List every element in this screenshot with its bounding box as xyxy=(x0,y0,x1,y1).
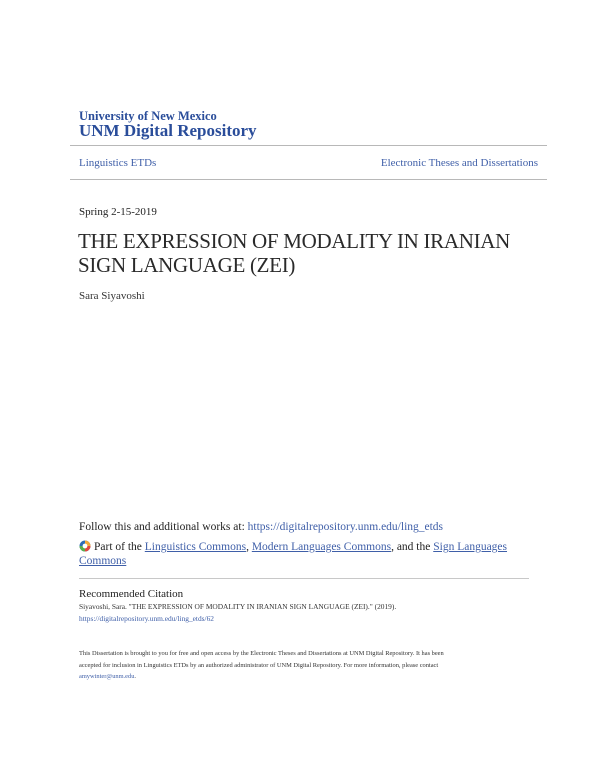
notice-suffix: . xyxy=(134,673,137,680)
notice-line-2: accepted for inclusion in Linguistics ETDs by an authorized administrator of UNM Digital Repository. For more information, please contact xyxy=(79,661,439,669)
notice-line-3 xyxy=(79,671,499,683)
citation-heading: Recommended Citation xyxy=(79,588,184,600)
follow-line xyxy=(79,521,443,533)
repository-name[interactable]: UNM Digital Repository xyxy=(79,121,257,140)
author-name: Sara Siyavoshi xyxy=(79,290,145,302)
access-notice xyxy=(79,648,499,683)
sign-languages-commons-link-continued[interactable]: Commons xyxy=(79,555,127,567)
part-of-line xyxy=(94,540,514,554)
follow-prefix: Follow this and additional works at: xyxy=(79,521,248,533)
part-of-sep2: , and the xyxy=(391,541,434,553)
modern-languages-commons-link[interactable]: Modern Languages Commons xyxy=(251,541,392,553)
citation-text: Siyavoshi, Sara. "THE EXPRESSION OF MODALITY IN IRANIAN SIGN LANGUAGE (ZEI)." (2019). xyxy=(79,602,397,611)
sign-languages-commons-link[interactable]: Sign Languages xyxy=(433,541,508,553)
network-commons-icon xyxy=(79,540,91,552)
follow-url-link[interactable]: https://digitalrepository.unm.edu/ling_etds xyxy=(247,521,444,533)
linguistics-commons-link[interactable]: Linguistics Commons xyxy=(144,541,247,553)
institution-name[interactable]: University of New Mexico xyxy=(79,109,217,123)
publication-date: Spring 2-15-2019 xyxy=(79,206,157,218)
notice-line-1: This Dissertation is brought to you for free and open access by the Electronic Theses and Dissertations at UNM Digital Repository. It has been xyxy=(79,650,444,657)
linguistics-etds-link[interactable]: Linguistics ETDs xyxy=(79,157,157,169)
part-of-prefix: Part of the xyxy=(94,541,145,553)
citation-divider xyxy=(79,578,529,579)
part-of-line-continued xyxy=(79,554,126,568)
header-divider xyxy=(70,145,547,146)
document-title: THE EXPRESSION OF MODALITY IN IRANIAN SIGN LANGUAGE (ZEI) xyxy=(78,229,511,277)
citation-url-link[interactable]: https://digitalrepository.unm.edu/ling_etds/62 xyxy=(79,614,215,623)
part-of-sep1: , xyxy=(246,541,252,553)
contact-email-link[interactable]: amywinter@unm.edu xyxy=(79,673,135,680)
electronic-theses-link[interactable]: Electronic Theses and Dissertations xyxy=(380,157,538,169)
nav-divider xyxy=(70,179,547,180)
